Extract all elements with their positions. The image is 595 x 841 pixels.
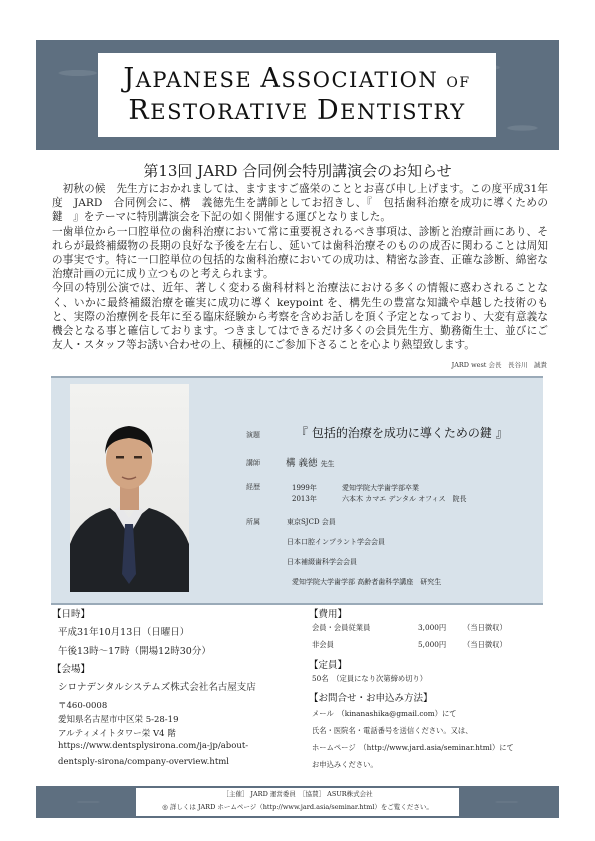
contact-email-line[interactable]: メール （kinanashika@gmail.com）にて [312, 709, 457, 718]
fee-heading: 【費用】 [309, 609, 348, 620]
history-text-2: 六本木 カマエ デンタル オフィス 院長 [342, 495, 467, 503]
venue-building: アルティメイトタワー栄 V4 階 [58, 729, 176, 739]
datetime-heading: 【日時】 [52, 609, 91, 620]
history-year-2: 2013年 [292, 495, 317, 503]
lecture-title: 『 包括的治療を成功に導くための鍵 』 [296, 426, 508, 440]
announcement-title: 第13回 JARD 合同例会特別講演会のお知らせ [143, 162, 452, 180]
contact-apply-line: お申込みください。 [312, 760, 378, 769]
footer-box [136, 788, 459, 816]
capacity-text: 50名 （定員になり次第締め切り） [312, 674, 428, 683]
venue-postal: 〒460-0008 [58, 701, 108, 711]
affiliation-3: 日本補綴歯科学会会員 [287, 558, 357, 566]
speaker-portrait-image [70, 384, 189, 592]
speaker-photo [70, 384, 189, 592]
footer-banner [36, 786, 559, 818]
fee-amount-nonmember: 5,000円 [418, 640, 447, 649]
event-time: 午後13時～17時（開場12時30分） [58, 646, 211, 657]
contact-info-line: 氏名・医院名・電話番号を送信ください。又は、 [312, 726, 473, 735]
fee-amount-member: 3,000円 [418, 623, 447, 632]
fee-note-member: （当日徴収） [463, 623, 507, 632]
announcement-body [52, 182, 548, 352]
affiliation-1: 東京SJCD 会員 [287, 518, 336, 526]
fee-note-nonmember: （当日徴収） [463, 640, 507, 649]
affiliation-2: 日本口腔インプラント学会会員 [287, 538, 385, 546]
footer-organizer: ［主催］ JARD 運営委員 ［協賛］ ASUR株式会社 [222, 790, 373, 798]
association-name-line1: JAPANESE ASSOCIATION OF [123, 63, 471, 94]
speaker-name: 構 義徳 [286, 458, 318, 469]
intro-paragraph-3: 今回の特別公演では、近年、著しく変わる歯科材料と治療法における多くの情報に惑わされることなく、いかに最終補綴治療を確実に成功に導く keypoint を、構先生の豊富な知識や卓越した技術のもと、実際の治療例を長年に至る臨床経験から考察を含めお話しを頂く予定となっており、大変有意義な機会となる事と確信しております。つきましてはできるだけ多くの会員先生方、勤務衛生士、並びにご友人・スタッフ等お誘い合わせの上、積極的にご参加下さることを心より熱望致します。 [52, 282, 548, 352]
intro-paragraph-1: 初秋の候 先生方におかれましては、ますますご盛栄のこととお喜び申し上げます。この度平成31年度 JARD 合同例会に、構 義徳先生を講師としてお招きし、『 包括歯科治療を成功に導くための鍵 』をテーマに特別講演会を下記の如く開催する運びとなりました。 [52, 183, 548, 224]
venue-url-line1[interactable]: https://www.dentsplysirona.com/ja-jp/about- [58, 741, 249, 751]
signature: JARD west 会長 長谷川 誠貴 [451, 361, 547, 369]
speaker-suffix: 先生 [320, 460, 335, 468]
contact-homepage-line[interactable]: ホームページ （http://www.jard.asia/seminar.html）にて [312, 743, 514, 752]
fee-label-member: 会員・会員従業員 [312, 623, 371, 632]
history-text-1: 愛知学院大学歯学部卒業 [342, 484, 419, 492]
history-year-1: 1999年 [292, 484, 317, 492]
header-banner [36, 40, 559, 150]
speaker-name-line [286, 455, 335, 469]
venue-heading: 【会場】 [52, 664, 91, 675]
event-date: 平成31年10月13日（日曜日） [58, 627, 190, 638]
association-name-box [98, 53, 496, 137]
fee-label-nonmember: 非会員 [312, 640, 334, 649]
venue-url-line2[interactable]: dentsply-sirona/company-overview.html [58, 757, 230, 767]
venue-name: シロナデンタルシステムズ株式会社名古屋支店 [58, 682, 256, 693]
history-label: 経歴 [246, 483, 260, 491]
venue-address: 愛知県名古屋市中区栄 5-28-19 [58, 715, 179, 725]
speaker-label: 講師 [246, 459, 260, 467]
lecture-title-label: 演題 [246, 431, 260, 439]
affiliation-label: 所属 [246, 518, 260, 526]
association-name-line2: RESTORATIVE DENTISTRY [128, 95, 466, 126]
footer-details-link[interactable]: ◎ 詳しくは JARD ホームページ（http://www.jard.asia/seminar.html）をご覧ください。 [162, 803, 433, 811]
capacity-heading: 【定員】 [309, 660, 348, 671]
intro-paragraph-2: 一歯単位から一口腔単位の歯科治療において常に重要視されるべき事項は、診断と治療計画にあり、それらが最終補綴物の長期の良好な予後を左右し、延いては歯科治療そのものの成否に関わることは周知の事実です。特に一口腔単位の包括的な歯科治療においての成功は、精密な診査、正確な診断、綿密な治療計画の元に成り立つものと考えられます。 [52, 225, 548, 281]
affiliation-4: 愛知学院大学歯学部 高齢者歯科学講座 研究生 [292, 578, 442, 586]
contact-heading: 【お問合せ・お申込み方法】 [309, 693, 433, 704]
